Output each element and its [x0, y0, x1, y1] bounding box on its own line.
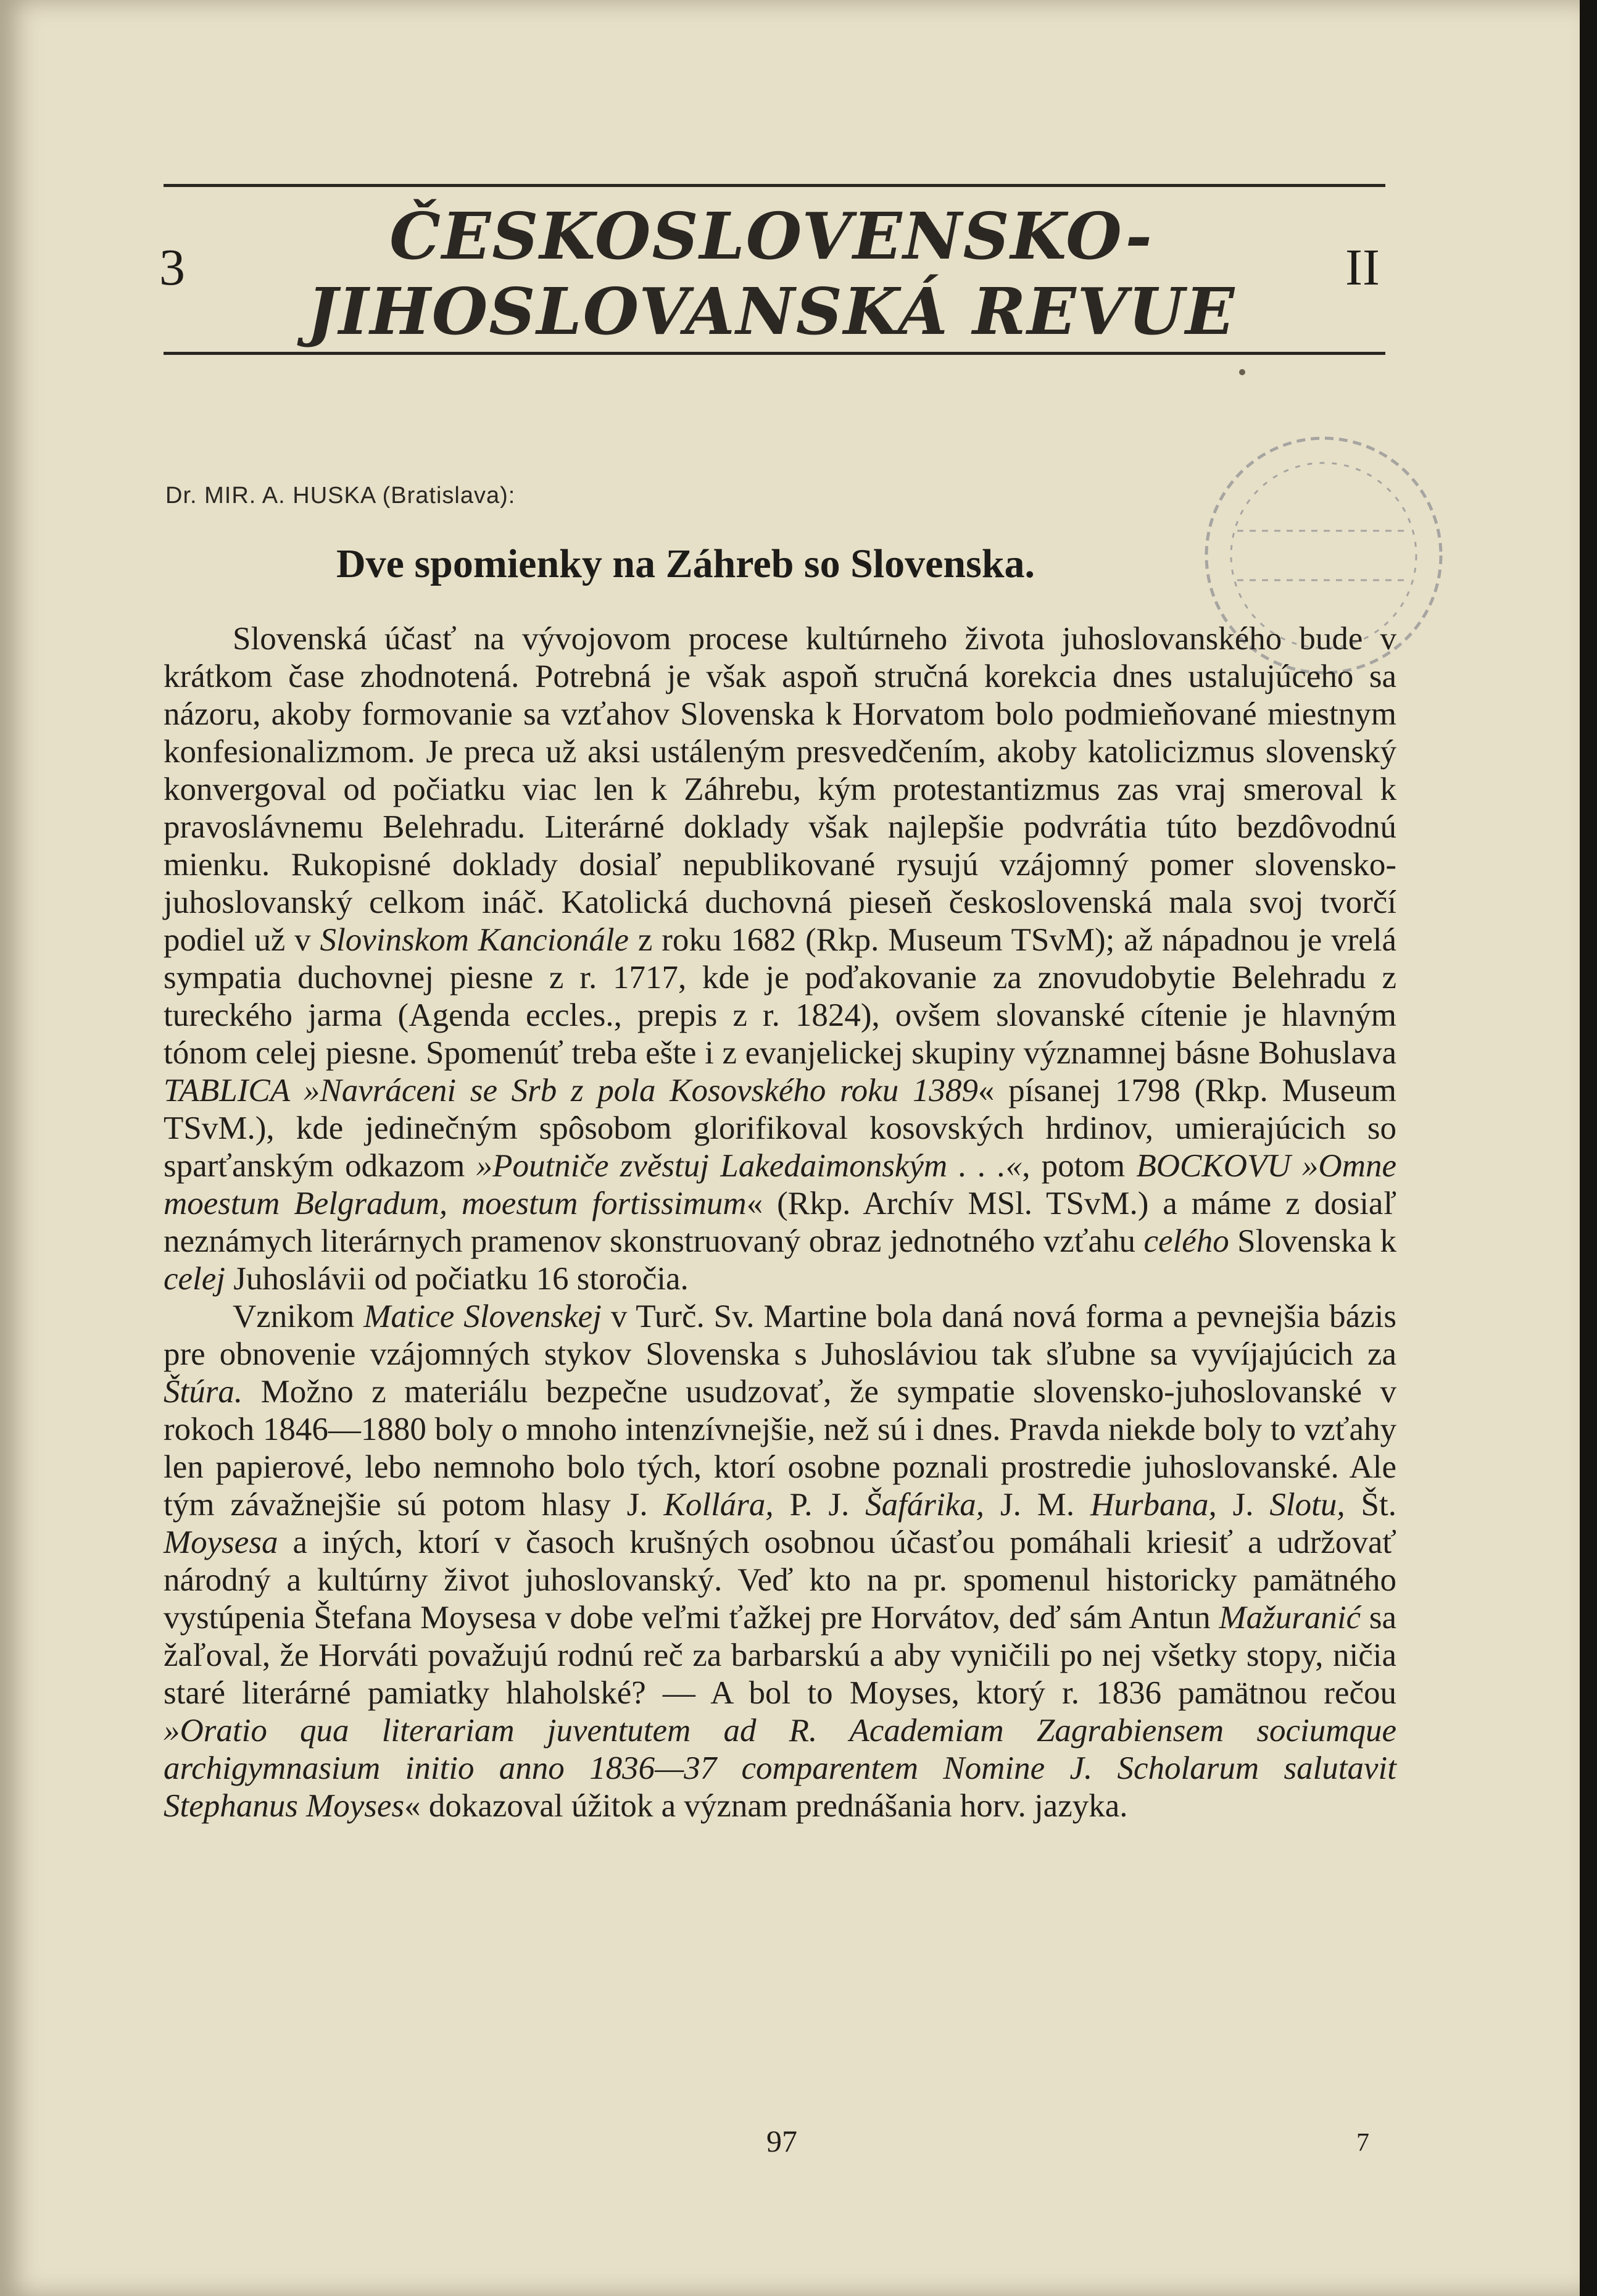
header-rule-top [164, 184, 1385, 187]
header-rule-bottom [164, 352, 1385, 355]
text-run: a iných, ktorí v časoch krušných osobnou účasťou pomáhali kriesiť a udržovať národný a kultúrny život juhoslovanský. Veď kto na pr. spomenul historicky pamätného vystúpenia Štefana Moysesa v dobe veľmi ťažkej pre Horvátov, deď sám Antun [164, 1524, 1396, 1636]
italic-text-run: celého [1143, 1223, 1229, 1259]
page-number: 97 [766, 2124, 797, 2158]
italic-text-run: TABLICA »Navráceni se Srb z pola Kosovského roku 1389 [164, 1073, 978, 1108]
italic-text-run: Slovinskom Kancionále [320, 922, 629, 958]
paragraph-1 [164, 620, 1396, 1298]
paragraph-2 [164, 1298, 1396, 1825]
italic-text-run: Matice Slovenskej [363, 1299, 602, 1334]
text-run: sa žaľoval, že Horváti považujú rodnú reč za barbarskú a aby vyničili po nej všetky stopy, ničia staré literárné pamiatky hlaholské? — A bol to Moyses, ktorý r. 1836 pamätnou rečou [164, 1600, 1396, 1711]
journal-masthead [247, 199, 1296, 349]
text-run: v Turč. Sv. Martine bola daná nová forma a pevnejšia bázis pre obnovenie vzájomných stykov Slovenska s Juhosláviou tak sľubne sa vyvíjajúcich za [164, 1299, 1396, 1372]
text-run: Slovenská účasť na vývojovom procese kultúrneho života juhoslovanského bude v krátkom čase zhodnotená. Potrebná je však aspoň stručná korekcia dnes ustalujúceho sa názoru, akoby formovanie sa vzťahov Slovenska k Horvatom bolo podmieňované miestnym konfesionalizmom. Je preca už aksi ustáleným presvedčením, akoby katolicizmus slovenský konvergoval od počiatku viac len k Záhrebu, kým protestantizmus zas vraj smeroval k pravoslávnemu Belehradu. Literárné doklady však najlepšie podvrátia túto bezdôvodnú mienku. Rukopisné doklady dosiaľ nepublikované rysujú vzájomný pomer slovensko-juhoslovanský celkom ináč. Katolická duchovná pieseň československá mala svoj tvorčí podiel už v [164, 621, 1396, 958]
volume-number: II [1345, 239, 1380, 296]
text-run: Št. [1345, 1487, 1396, 1523]
masthead-line-1: ČESKOSLOVENSKO- [389, 198, 1153, 274]
scan-edge [1580, 0, 1597, 2296]
ink-speck [1239, 369, 1245, 375]
italic-text-run: Moysesa [164, 1524, 278, 1560]
text-run: Slovenska k [1229, 1223, 1396, 1259]
article-title: Dve spomienky na Záhreb so Slovenska. [336, 541, 1035, 586]
text-run: J. M. [984, 1487, 1091, 1523]
italic-text-run: »Poutniče zvěstuj Lakedaimonským . . .« [476, 1148, 1022, 1184]
text-run: « dokazoval úžitok a význam prednášania horv. jazyka. [404, 1788, 1128, 1824]
italic-text-run: BOCKOVU »Omne moestum Belgradum, moestum fortissimum [164, 1148, 1396, 1221]
text-run: z roku 1682 (Rkp. Museum TSvM); až nápadnou je vrelá sympatia duchovnej piesne z r. 1717, kde je poďakovanie za znovudobytie Belehradu z tureckého jarma (Agenda eccles., prepis z r. 1824), ovšem slovanské cítenie je hlavným tónom celej piesne. Spomenúť treba ešte i z evanjelickej skupiny významnej básne Bohuslava [164, 922, 1397, 1071]
issue-number: 3 [159, 239, 185, 296]
text-run: Možno z materiálu bezpečne usudzovať, že sympatie slovensko-juhoslovanské v rokoch 1846—1880 boly o mnoho intenzívnejšie, než sú i dnes. Pravda niekde boly to vzťahy len papierové, lebo nemnoho bolo tých, ktorí osobne poznali prostredie juhoslovanské. Ale tým závažnejšie sú potom hlasy J. [164, 1374, 1396, 1523]
text-run: , potom [1022, 1148, 1137, 1184]
text-run: « (Rkp. Archív MSl. TSvM.) a máme z dosiaľ neznámych literárnych pramenov skonstruovaný obraz jednotného vzťahu [164, 1186, 1396, 1259]
italic-text-run: Štúra. [164, 1374, 243, 1410]
article-body [164, 620, 1396, 1825]
article-byline: Dr. MIR. A. HUSKA (Bratislava): [165, 483, 516, 509]
sheet-number: 7 [1356, 2129, 1369, 2157]
text-run: Vznikom [233, 1299, 364, 1334]
italic-text-run: Mažuranić [1219, 1600, 1361, 1636]
text-run: Juhoslávii od počiatku 16 storočia. [225, 1261, 689, 1297]
italic-text-run: Šafárika, [865, 1487, 985, 1523]
italic-text-run: Slotu, [1269, 1487, 1345, 1523]
italic-text-run: celej [164, 1261, 226, 1297]
italic-text-run: Hurbana, [1090, 1487, 1217, 1523]
text-run: J. [1216, 1487, 1270, 1523]
italic-text-run: »Oratio qua literariam juventutem ad R. Academiam Zagrabiensem sociumque archigymnasium initio anno 1836—37 comparentem Nomine J. Scholarum salutavit Stephanus Moyses [164, 1713, 1396, 1824]
text-run: P. J. [773, 1487, 866, 1523]
text-run: « písanej 1798 (Rkp. Museum TSvM.), kde jedinečným spôsobom glorifikoval kosovských hrdinov, umierajúcich so sparťanským odkazom [164, 1073, 1396, 1184]
italic-text-run: Kollára, [663, 1487, 774, 1523]
masthead-line-2: JIHOSLOVANSKÁ REVUE [307, 273, 1236, 349]
